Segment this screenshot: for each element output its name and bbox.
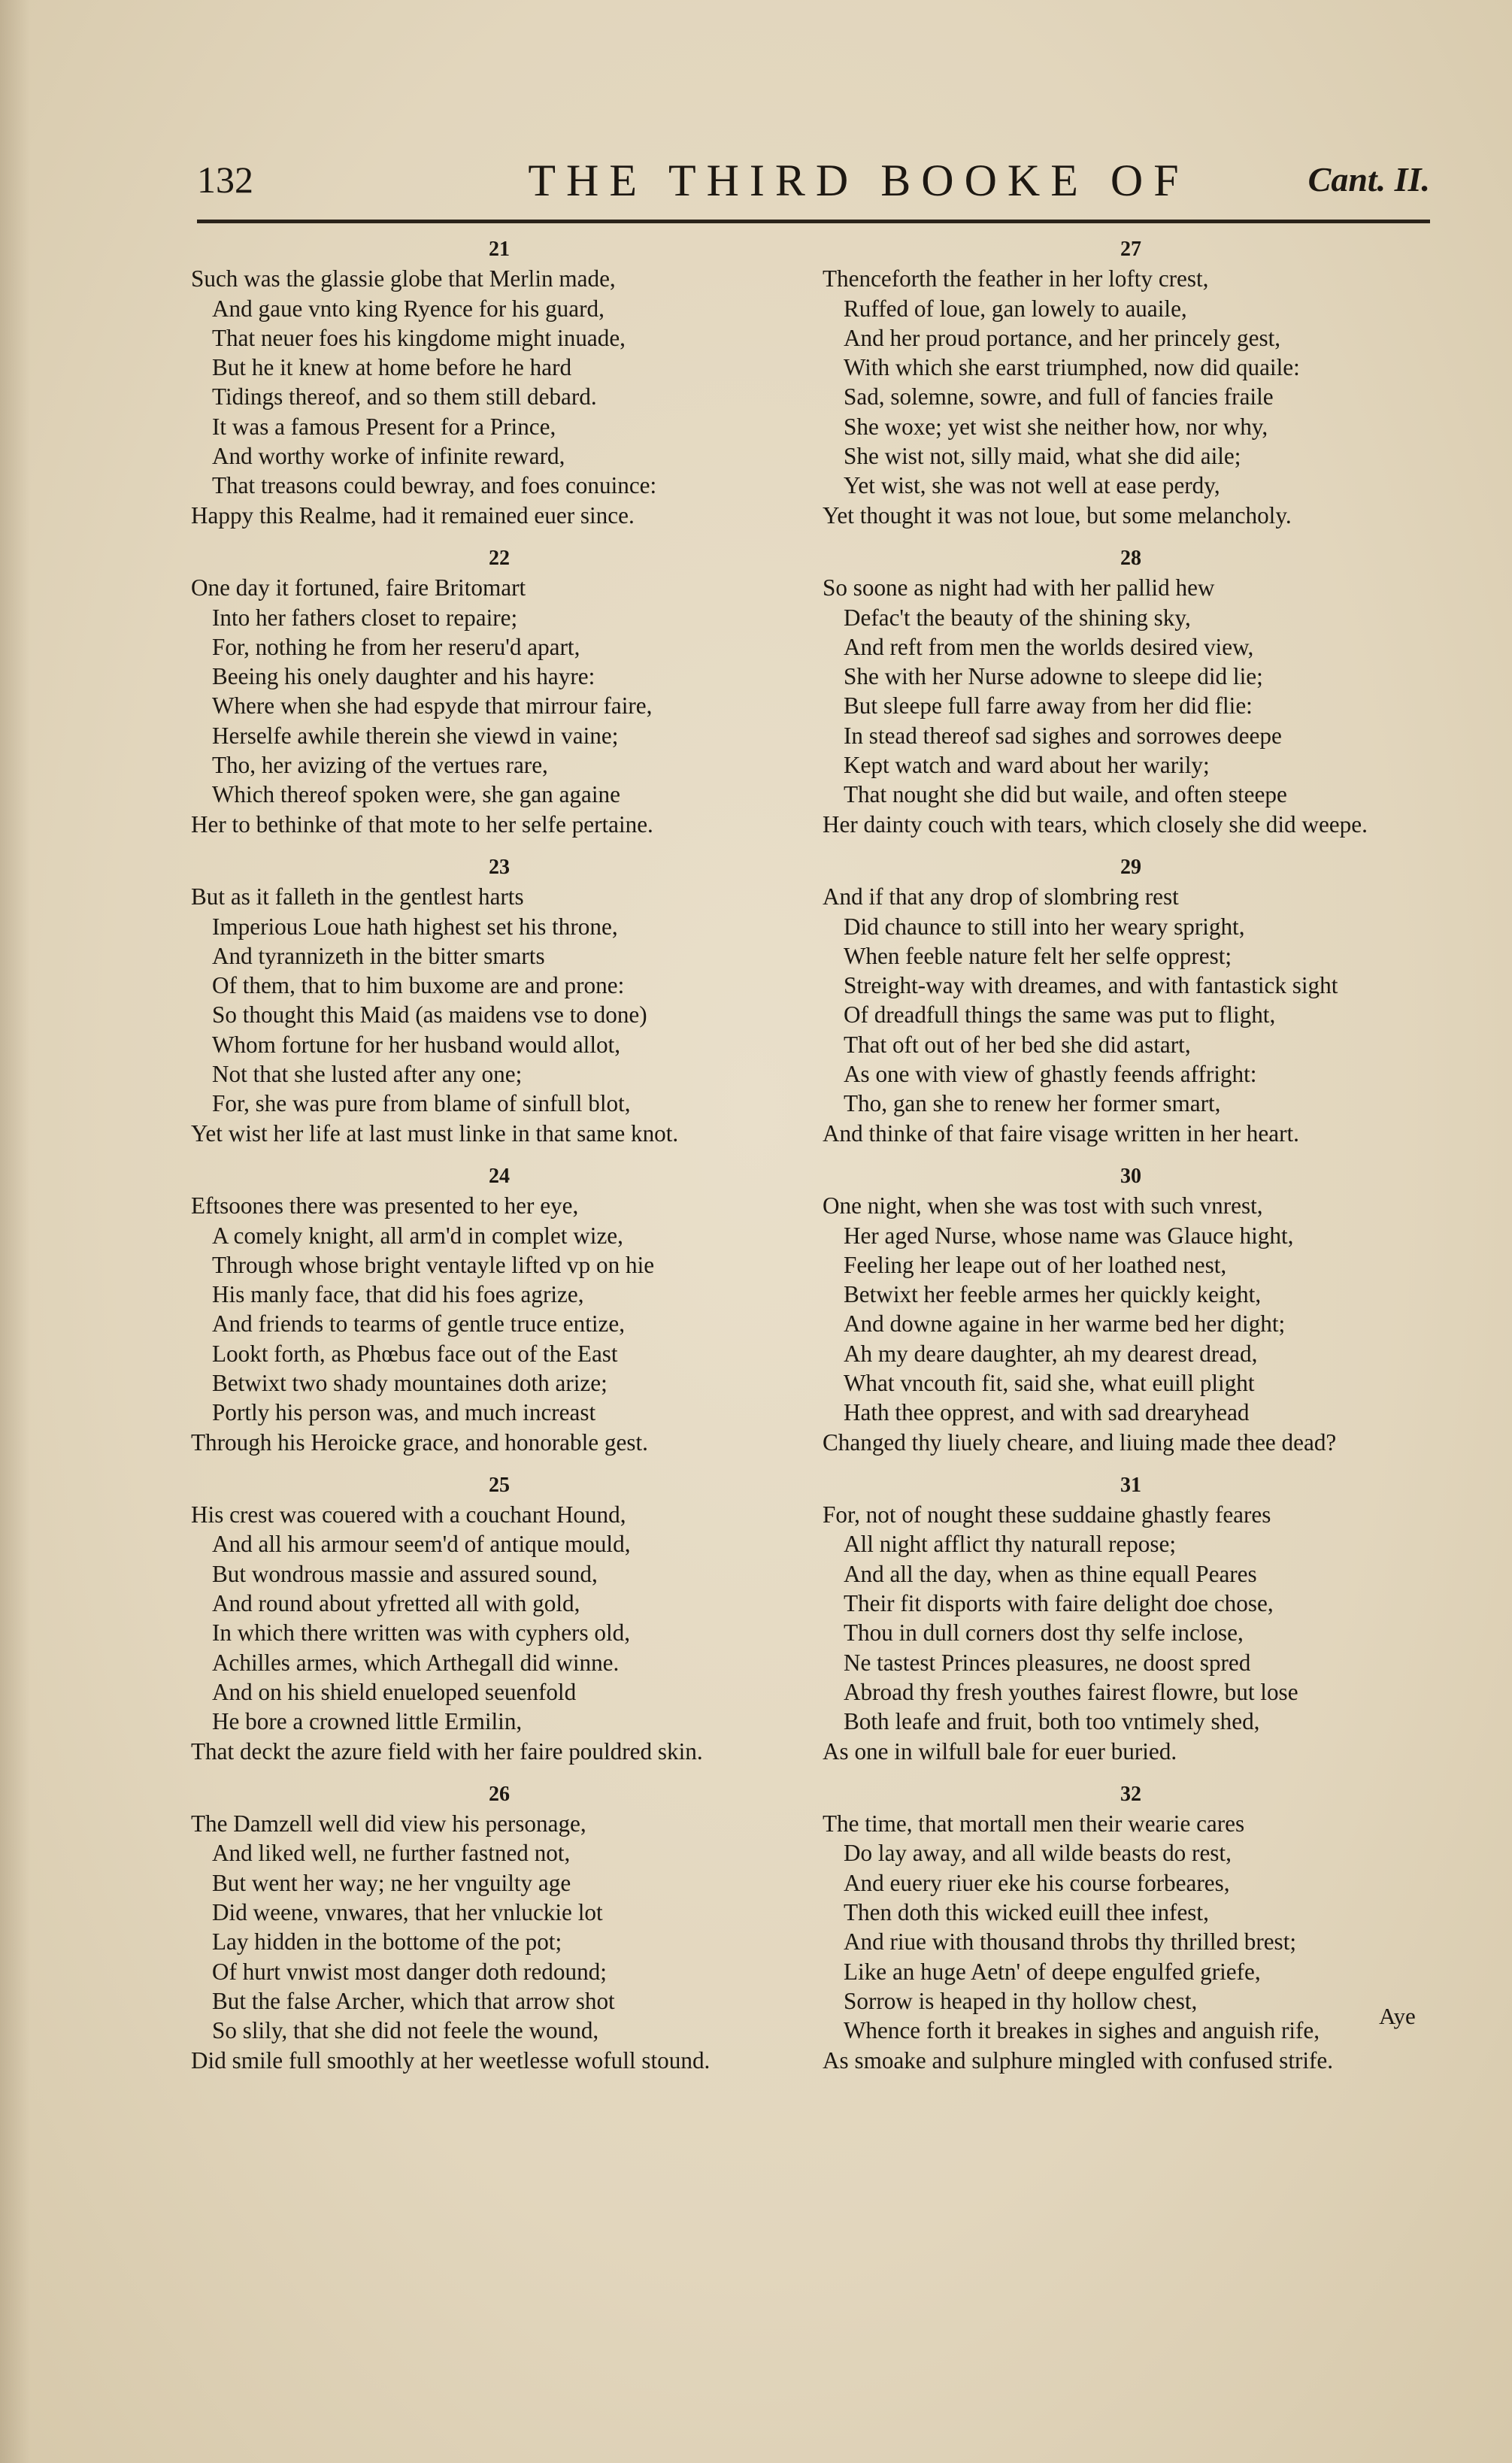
spine-shadow [0,0,30,2463]
stanza-number: 27 [1120,238,1141,261]
verse-line: But he it knew at home before he hard [212,354,572,381]
verse-line: And all the day, when as thine equall Peares [844,1560,1257,1587]
verse-line: And round about yfretted all with gold, [212,1590,580,1617]
verse-line: And gaue vnto king Ryence for his guard, [212,295,604,322]
verse-line: Betwixt her feeble armes her quickly keight, [844,1281,1262,1308]
verse-line: But went her way; ne her vnguilty age [212,1869,571,1896]
stanza-gap [823,530,1439,544]
verse-line: Happy this Realme, had it remained euer since. [191,501,635,529]
stanza-number: 28 [1120,546,1141,570]
verse-line: Yet wist, she was not well at ease perdy, [844,472,1220,499]
page-header [197,141,1430,217]
verse-line: She with her Nurse adowne to sleepe did lie; [844,663,1263,690]
verse-line: Betwixt two shady mountaines doth arize; [212,1369,608,1396]
verse-line: That treasons could bewray, and foes conuince: [212,472,657,499]
verse-line: For, nothing he from her reseru'd apart, [212,633,580,660]
verse-line: Yet wist her life at last must linke in that same knot. [191,1119,679,1147]
verse-line: And worthy worke of infinite reward, [212,443,565,470]
stanza-number: 29 [1120,855,1141,879]
verse-line: But as it falleth in the gentlest harts [191,883,524,910]
verse-line: And tyrannizeth in the bitter smarts [212,942,545,969]
verse-line: One night, when she was tost with such vnrest, [823,1192,1263,1219]
verse-line: Lookt forth, as Phœbus face out of the East [212,1340,618,1367]
verse-line: His manly face, that did his foes agrize, [212,1281,584,1308]
verse-line: Feeling her leape out of her loathed nest, [844,1251,1227,1278]
verse-line: One day it fortuned, faire Britomart [191,574,526,601]
verse-line: A comely knight, all arm'd in complet wize, [212,1222,623,1249]
verse-line: But the false Archer, which that arrow shot [212,1987,615,2014]
catchword: Aye [1379,2003,1416,2029]
stanza-number: 23 [489,855,510,879]
verse-line: That deckt the azure field with her faire pouldred skin. [191,1737,703,1765]
verse-line: Her aged Nurse, whose name was Glauce hight, [844,1222,1294,1249]
stanza-gap [823,839,1439,853]
stanza-number: 30 [1120,1164,1141,1188]
verse-line: Their fit disports with faire delight doe chose, [844,1590,1274,1617]
verse-line: And euery riuer eke his course forbeares, [844,1869,1230,1896]
verse-line: And friends to tearms of gentle truce entize, [212,1310,626,1338]
verse-line: And on his shield enueloped seuenfold [212,1678,577,1705]
verse-line: Not that she lusted after any one; [212,1061,523,1088]
verse-line: When feeble nature felt her selfe opprest; [844,942,1232,969]
header-rule [197,220,1430,223]
verse-line: As one in wilfull bale for euer buried. [823,1737,1177,1765]
right-column [823,235,1439,2075]
verse-line: Ruffed of loue, gan lowely to auaile, [844,295,1187,322]
stanza-gap [191,1457,808,1471]
verse-line: Her to bethinke of that mote to her selfe pertaine. [191,810,653,838]
stanza-gap [191,1148,808,1162]
stanza-number: 32 [1120,1782,1141,1806]
verse-line: And if that any drop of slombring rest [823,883,1179,910]
verse-line: Tho, her avizing of the vertues rare, [212,752,548,779]
verse-line: Ah my deare daughter, ah my dearest dread, [844,1340,1258,1367]
verse-line: For, not of nought these suddaine ghastly feares [823,1501,1271,1528]
page-number: 132 [197,159,253,201]
verse-line: She woxe; yet wist she neither how, nor why, [844,413,1268,440]
verse-line: The Damzell well did view his personage, [191,1810,586,1837]
verse-line: And liked well, ne further fastned not, [212,1840,571,1867]
verse-line: But sleepe full farre away from her did flie: [844,692,1253,720]
verse-line: Her dainty couch with tears, which closely she did weepe. [823,810,1368,838]
verse-line: That oft out of her bed she did astart, [844,1031,1191,1058]
verse-line: Lay hidden in the bottome of the pot; [212,1928,562,1956]
verse-line: Through whose bright ventayle lifted vp on hie [212,1251,655,1278]
stanza-gap [823,1457,1439,1471]
verse-line: So thought this Maid (as maidens vse to done) [212,1001,647,1029]
verse-line: Kept watch and ward about her warily; [844,752,1210,779]
verse-line: Sad, solemne, sowre, and full of fancies fraile [844,383,1274,410]
verse-line: Ne tastest Princes pleasures, ne doost spred [844,1649,1251,1676]
verse-line: Did chaunce to still into her weary spright, [844,913,1245,940]
verse-line: Then doth this wicked euill thee infest, [844,1899,1209,1926]
verse-line: Imperious Loue hath highest set his throne, [212,913,618,940]
verse-line: Portly his person was, and much increast [212,1399,596,1426]
verse-line: All night afflict thy naturall repose; [844,1531,1177,1558]
stanza-gap [823,1148,1439,1162]
verse-line: Sorrow is heaped in thy hollow chest, [844,1987,1198,2014]
verse-line: Did weene, vnwares, that her vnluckie lot [212,1899,603,1926]
verse-line: Such was the glassie globe that Merlin made, [191,265,616,292]
stanza-gap [191,530,808,544]
verse-line: Hath thee opprest, and with sad drearyhead [844,1399,1250,1426]
verse-line: Tidings thereof, and so them still debard. [212,383,597,410]
verse-line: So soone as night had with her pallid hew [823,574,1215,601]
verse-line: And her proud portance, and her princely gest, [844,324,1281,351]
verse-line: It was a famous Present for a Prince, [212,413,556,440]
verse-line: And reft from men the worlds desired view, [844,633,1254,660]
stanza-gap [823,1766,1439,1780]
verse-line: That nought she did but waile, and often steepe [844,781,1287,808]
stanza-number: 26 [489,1782,510,1806]
stanza-number: 22 [489,546,510,570]
verse-line: And all his armour seem'd of antique mould, [212,1531,631,1558]
verse-line: Do lay away, and all wilde beasts do rest, [844,1840,1232,1867]
verse-line: And thinke of that faire visage written in her heart. [823,1119,1299,1147]
verse-line: Yet thought it was not loue, but some melancholy. [823,501,1292,529]
verse-line: Abroad thy fresh youthes fairest flowre, but lose [844,1678,1298,1705]
stanza-number: 21 [489,238,510,261]
stanza-number: 31 [1120,1473,1141,1497]
verse-line: As smoake and sulphure mingled with confused strife. [823,2046,1334,2074]
stanza-number: 25 [489,1473,510,1497]
verse-line: For, she was pure from blame of sinfull blot, [212,1090,631,1117]
verse-line: With which she earst triumphed, now did quaile: [844,354,1300,381]
verse-line: Through his Heroicke grace, and honorable gest. [191,1428,648,1456]
running-title: THE THIRD BOOKE OF [528,156,1189,205]
verse-line: His crest was couered with a couchant Hound, [191,1501,626,1528]
left-column [191,235,808,2075]
verse-line: Eftsoones there was presented to her eye, [191,1192,579,1219]
canto-label: Cant. II. [1307,160,1430,198]
verse-line: Beeing his onely daughter and his hayre: [212,663,595,690]
verse-line: Whence forth it breakes in sighes and anguish rife, [844,2017,1320,2044]
verse-line: Tho, gan she to renew her former smart, [844,1090,1221,1117]
verse-line: Both leafe and fruit, both too vntimely shed, [844,1708,1260,1735]
verse-line: In stead thereof sad sighes and sorrowes deepe [844,722,1282,749]
verse-line: Thenceforth the feather in her lofty crest, [823,265,1209,292]
stanza-number: 24 [489,1164,510,1188]
verse-line: And riue with thousand throbs thy thrilled brest; [844,1928,1297,1956]
verse-line: Changed thy liuely cheare, and liuing made thee dead? [823,1428,1337,1456]
verse-line: What vncouth fit, said she, what euill plight [844,1369,1255,1396]
verse-line: Which thereof spoken were, she gan againe [212,781,620,808]
stanza-gap [191,839,808,853]
verse-line: Thou in dull corners dost thy selfe inclose, [844,1619,1244,1647]
verse-line: Herselfe awhile therein she viewd in vaine; [212,722,619,749]
verse-line: Whom fortune for her husband would allot, [212,1031,621,1058]
verse-line: As one with view of ghastly feends affright: [844,1061,1257,1088]
verse-line: In which there written was with cyphers old, [212,1619,631,1647]
verse-line: Like an huge Aetn' of deepe engulfed griefe, [844,1958,1261,1985]
verse-line: And downe againe in her warme bed her dight; [844,1310,1286,1338]
verse-line: That neuer foes his kingdome might inuade, [212,324,626,351]
verse-line: Achilles armes, which Arthegall did winne. [212,1649,620,1676]
stanza-gap [191,1766,808,1780]
verse-line: He bore a crowned little Ermilin, [212,1708,523,1735]
verse-line: Did smile full smoothly at her weetlesse wofull stound. [191,2046,711,2074]
verse-line: Where when she had espyde that mirrour faire, [212,692,653,720]
verse-line: Streight-way with dreames, and with fantastick sight [844,972,1338,999]
verse-line: The time, that mortall men their wearie cares [823,1810,1245,1837]
verse-line: But wondrous massie and assured sound, [212,1560,598,1587]
verse-line: Of them, that to him buxome are and prone: [212,972,625,999]
verse-line: So slily, that she did not feele the wound, [212,2017,599,2044]
verse-line: Of dreadfull things the same was put to flight, [844,1001,1276,1029]
verse-line: Defac't the beauty of the shining sky, [844,604,1191,631]
verse-line: Into her fathers closet to repaire; [212,604,518,631]
verse-line: She wist not, silly maid, what she did aile; [844,443,1241,470]
verse-line: Of hurt vnwist most danger doth redound; [212,1958,607,1985]
